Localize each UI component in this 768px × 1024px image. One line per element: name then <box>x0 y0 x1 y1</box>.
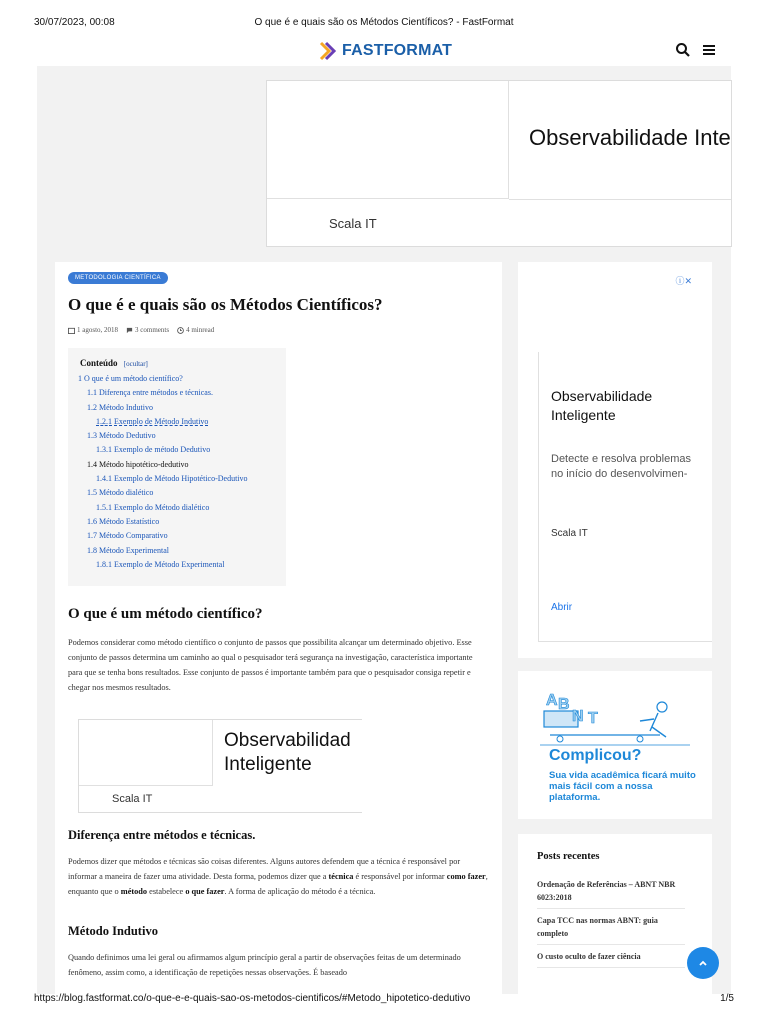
ad-headline: Observabilidade Inte <box>529 125 731 150</box>
toc-item[interactable]: 1.7 Método Comparativo <box>87 531 168 541</box>
recent-post-link[interactable]: Ordenação de Referências – ABNT NBR 6023:2018 <box>537 878 685 909</box>
meta-date <box>68 326 118 334</box>
print-footer <box>34 993 734 1007</box>
category-badge[interactable]: METODOLOGIA CIENTÍFICA <box>68 272 168 284</box>
toc-item[interactable]: 1.8.1 Exemplo de Método Experimental <box>96 559 225 569</box>
toc-toggle[interactable]: [ocultar] <box>123 360 148 368</box>
brand-name: FASTFORMAT <box>342 42 453 59</box>
section-heading: Método Indutivo <box>68 924 158 938</box>
toc-item[interactable]: 1.6 Método Estatístico <box>87 516 160 526</box>
svg-text:A: A <box>546 692 558 709</box>
clock-icon <box>177 327 184 334</box>
recent-post-link[interactable]: Capa TCC nas normas ABNT: guia completo <box>537 914 685 945</box>
toc-item[interactable]: 1.2.1 Exemplo de Método Indutivo <box>96 416 209 426</box>
recent-post-link[interactable]: O custo oculto de fazer ciência <box>537 950 685 968</box>
recent-posts-heading: Posts recentes <box>537 851 600 862</box>
toc-item[interactable]: 1.4.1 Exemplo de Método Hipotético-Dedutivo <box>96 474 248 484</box>
calendar-icon <box>68 327 75 334</box>
ad-image-placeholder <box>267 81 509 199</box>
toc-item[interactable]: 1.3 Método Dedutivo <box>87 431 156 441</box>
svg-text:B: B <box>558 696 570 713</box>
toc-item[interactable]: 1.8 Método Experimental <box>87 545 169 555</box>
toc-item[interactable]: 1.2 Método Indutivo <box>87 402 153 412</box>
print-header <box>34 17 734 31</box>
meta-readtime <box>177 326 214 334</box>
site-header <box>37 36 731 66</box>
article-meta <box>68 326 214 334</box>
ad-headline: Observabilidade Inteligente <box>551 388 653 423</box>
meta-readtime-text: 4 minread <box>186 326 215 334</box>
meta-comments[interactable] <box>126 326 169 334</box>
svg-text:T: T <box>588 710 598 727</box>
toc-item[interactable]: 1.3.1 Exemplo de método Dedutivo <box>96 445 211 455</box>
header-actions <box>675 42 717 58</box>
ad-image-placeholder <box>79 720 213 786</box>
recent-posts-widget <box>518 834 712 994</box>
svg-text:N: N <box>572 708 584 725</box>
print-url: https://blog.fastformat.co/o-que-e-e-quais-sao-os-metodos-cientificos/#Metodo_hipotetico-dedutivo <box>34 993 471 1004</box>
promo-banner[interactable] <box>518 671 712 819</box>
toc-item[interactable]: 1 O que é um método científico? <box>78 374 183 383</box>
comment-icon <box>126 327 133 334</box>
article-card <box>55 262 502 994</box>
print-page-number: 1/5 <box>720 993 734 1004</box>
table-of-contents <box>68 348 286 586</box>
top-ad-banner[interactable] <box>266 80 732 247</box>
side-ad[interactable] <box>518 262 712 658</box>
section-paragraph: Podemos dizer que métodos e técnicas são coisas diferentes. Alguns autores defendem que a técnica é responsável por informar a maneira de fazer uma atividade. Desta forma, podemos dizer que a técnica é responsável por informar como fazer, enquanto que o método estabelece o que fazer. A forma de aplicação do método é a técnica. <box>68 857 488 896</box>
chevron-up-icon <box>698 958 708 968</box>
section-paragraph: Podemos considerar como método científico o conjunto de passos que possibilita alcançar um determinado objetivo. Esse conjunto de passos determina um caminho ao qual o pesquisador terá segurança na investigação, característica importante para que se tenha bons resultados. Esse conjunto de passos é importante também para que o pesquisador consiga repetir e chegar nos mesmos resultados. <box>68 638 473 692</box>
logo-icon <box>319 40 339 62</box>
article-title: O que é e quais são os Métodos Científicos? <box>68 295 383 314</box>
toc-item[interactable]: 1.1 Diferença entre métodos e técnicas. <box>87 388 213 398</box>
ad-description: Detecte e resolva problemas no início do desenvolvimen- <box>551 453 692 480</box>
ad-advertiser: Scala IT <box>551 528 588 539</box>
scroll-to-top-button[interactable] <box>687 947 719 979</box>
ad-close-icon[interactable]: ⓘ✕ <box>675 276 692 286</box>
ad-advertiser: Scala IT <box>329 216 377 231</box>
section-heading: O que é um método científico? <box>68 606 263 622</box>
abnt-illustration-icon <box>540 687 692 747</box>
ad-divider <box>509 199 731 200</box>
meta-comments-text: 3 comments <box>135 326 170 334</box>
toc-item-active[interactable]: 1.4 Método hipotético-dedutivo <box>87 459 189 469</box>
promo-headline: Complicou? <box>549 747 642 764</box>
toc-title: Conteúdo <box>80 358 118 368</box>
print-datetime: 30/07/2023, 00:08 <box>34 17 115 28</box>
search-icon[interactable] <box>675 42 691 58</box>
toc-heading <box>80 358 276 368</box>
ad-advertiser: Scala IT <box>112 793 153 805</box>
site-logo[interactable] <box>319 39 452 63</box>
menu-icon[interactable] <box>701 42 717 58</box>
meta-date-text: 1 agosto, 2018 <box>77 326 119 334</box>
ad-open-button[interactable]: Abrir <box>551 602 573 613</box>
toc-item[interactable]: 1.5 Método dialético <box>87 488 154 498</box>
section-heading: Diferença entre métodos e técnicas. <box>68 828 256 842</box>
ad-headline: Observabilidad Inteligente <box>224 730 351 775</box>
toc-item[interactable]: 1.5.1 Exemplo do Método dialético <box>96 502 210 512</box>
section-paragraph: Quando definimos uma lei geral ou afirmamos algum princípio geral a partir de observações feitas de um determinado fenômeno, assim como, a identificação de repetições nessas observações. É baseado <box>68 953 461 977</box>
inline-ad[interactable] <box>78 719 362 813</box>
print-doc-title: O que é e quais são os Métodos Científicos? - FastFormat <box>254 17 514 28</box>
promo-text: Sua vida acadêmica ficará muito mais fácil com a nossa plataforma. <box>549 770 696 803</box>
